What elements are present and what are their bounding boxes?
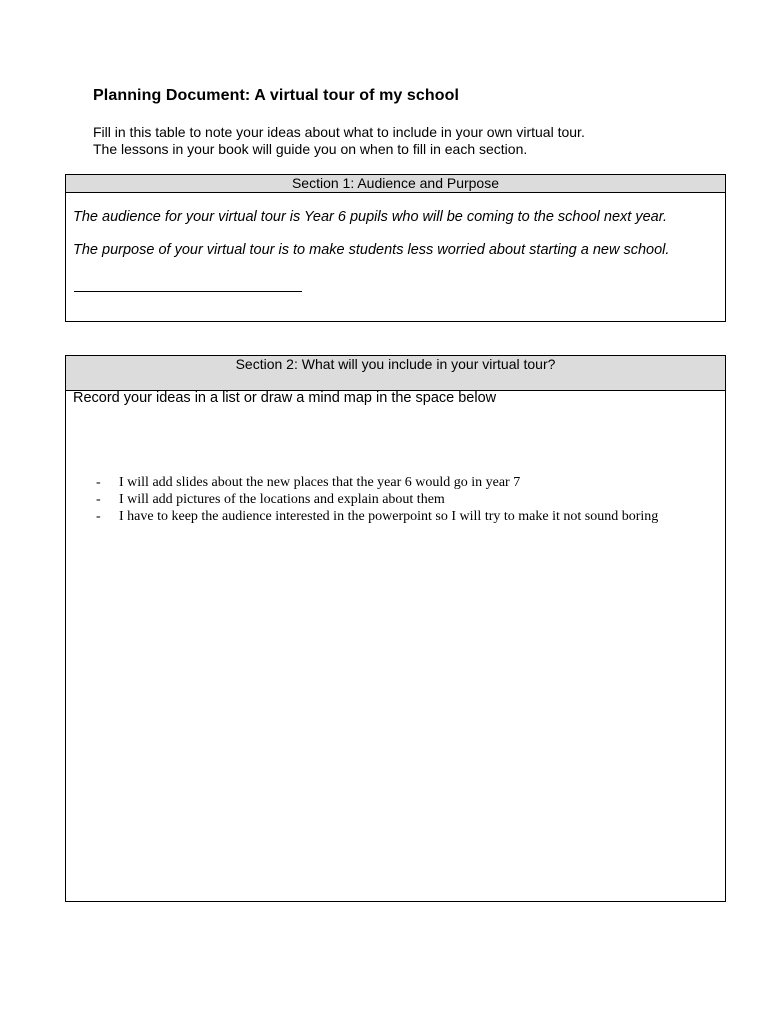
blank-answer-line — [74, 291, 302, 292]
list-item[interactable] — [96, 508, 658, 525]
document-title: Planning Document: A virtual tour of my school — [93, 87, 460, 104]
list-item[interactable] — [96, 474, 658, 491]
section-header: Section 1: Audience and Purpose — [66, 175, 725, 193]
idea-text: I will add slides about the new places that the year 6 would go in year 7 — [119, 475, 521, 490]
bullet-dash: - — [96, 475, 101, 490]
ideas-list[interactable] — [96, 474, 658, 525]
instructions — [93, 124, 585, 158]
section-header: Section 2: What will you include in your virtual tour? — [66, 356, 725, 391]
instruction-line: Fill in this table to note your ideas about what to include in your own virtual tour. — [93, 124, 585, 140]
instruction-line: The lessons in your book will guide you on when to fill in each section. — [93, 141, 528, 157]
purpose-text[interactable]: The purpose of your virtual tour is to make students less worried about starting a new school. — [73, 242, 670, 258]
audience-text[interactable]: The audience for your virtual tour is Year 6 pupils who will be coming to the school next year. — [73, 209, 668, 225]
bullet-dash: - — [96, 509, 101, 524]
idea-text: I will add pictures of the locations and explain about them — [119, 492, 445, 507]
section-audience-purpose — [65, 174, 726, 322]
ideas-prompt: Record your ideas in a list or draw a mind map in the space below — [73, 390, 497, 406]
idea-text: I have to keep the audience interested in the powerpoint so I will try to make it not sound boring — [119, 509, 659, 524]
section-tour-contents — [65, 355, 726, 902]
list-item[interactable] — [96, 491, 658, 508]
bullet-dash: - — [96, 492, 101, 507]
